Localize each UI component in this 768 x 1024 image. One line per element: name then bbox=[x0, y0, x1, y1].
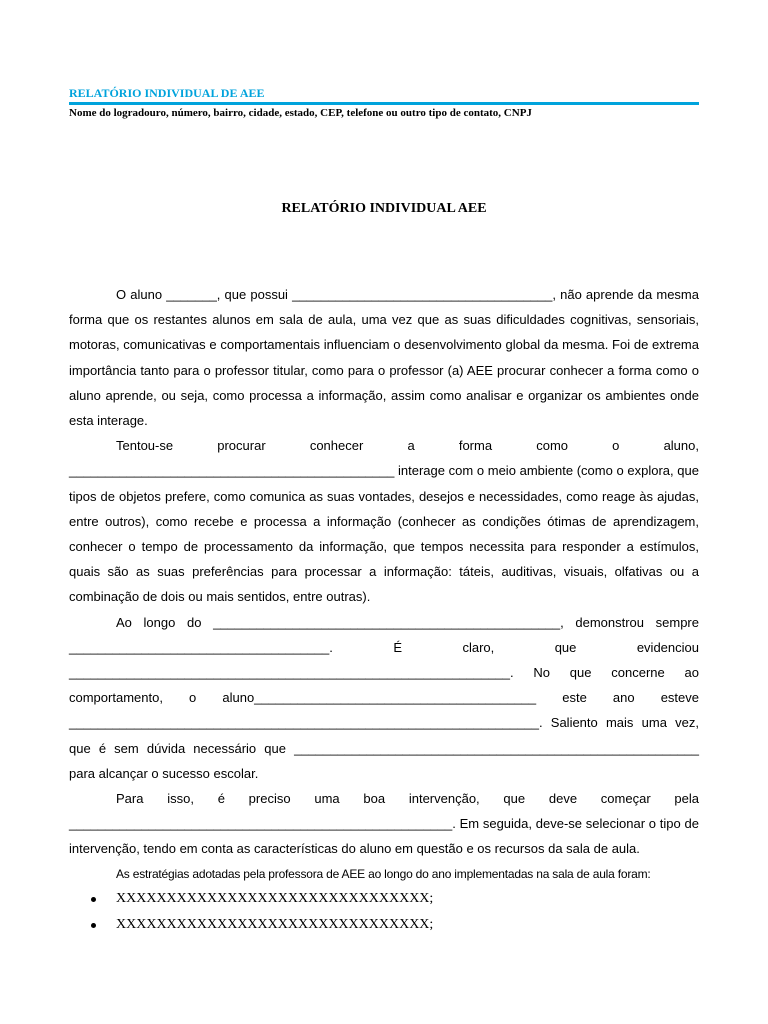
paragraph-1: O aluno _______, que possui ____________________________________, não aprende da mesma forma que os restantes alunos em sala de aula, uma vez que as suas dificuldades cognitivas, sensoriais, motoras, comunicativas e comportamentais influenciam o desenvolvimento global da mesma. Foi de extrema importância tanto para o professor titular, como para o professor (a) AEE procurar conhecer a forma como o aluno aprende, ou seja, como processa a informação, assim como analisar e organizar os ambientes onde esta interage. bbox=[69, 287, 699, 429]
paragraph-2: Tentou-se procurar conhecer a forma como o aluno, _____________________________________________ interage com o meio ambiente (como o explora, que tipos de objetos prefere, como comunica as suas vontades, desejos e necessidades, como reage às ajudas, entre outros), como recebe e processa a informação (conhecer as condições ótimas de aprendizagem, conhecer o tempo de processamento da informação, que tempos necessita para responder a estímulos, quais são as suas preferências para processar a informação: táteis, auditivas, visuais, olfativas ou a combinação de dois ou mais sentidos, entre outras). bbox=[69, 438, 699, 605]
document-header bbox=[69, 86, 699, 120]
list-item bbox=[69, 886, 699, 912]
paragraph-3: Ao longo do ________________________________________________, demonstrou sempre ____________________________________. É claro, que evidenciou _____________________________________________________________. No que concerne ao comportamento, o aluno_______________________________________ este ano esteve _________________________________________________________________. Saliento mais uma vez, que é sem dúvida necessário que ________________________________________________________ para alcançar o sucesso escolar. bbox=[69, 614, 699, 781]
bullet-icon bbox=[91, 897, 96, 902]
document-body bbox=[69, 282, 699, 938]
strategies-intro: As estratégias adotadas pela professora de AEE ao longo do ano implementadas na sala de aula foram: bbox=[116, 866, 651, 881]
header-subtitle: Nome do logradouro, número, bairro, cidade, estado, CEP, telefone ou outro tipo de contato, CNPJ bbox=[69, 107, 532, 119]
bullet-icon bbox=[91, 923, 96, 928]
header-title: RELATÓRIO INDIVIDUAL DE AEE bbox=[69, 86, 265, 100]
strategies-list bbox=[69, 886, 699, 938]
document-title: RELATÓRIO INDIVIDUAL AEE bbox=[281, 201, 487, 216]
header-rule bbox=[69, 102, 699, 105]
list-item-text: XXXXXXXXXXXXXXXXXXXXXXXXXXXXXXX; bbox=[116, 916, 434, 932]
paragraph-4: Para isso, é preciso uma boa intervenção, que deve começar pela _____________________________________________________. Em seguida, deve-se selecionar o tipo de intervenção, tendo em conta as características do aluno em questão e os recursos da sala de aula. bbox=[69, 791, 699, 857]
list-item bbox=[69, 912, 699, 938]
list-item-text: XXXXXXXXXXXXXXXXXXXXXXXXXXXXXXX; bbox=[116, 890, 434, 906]
